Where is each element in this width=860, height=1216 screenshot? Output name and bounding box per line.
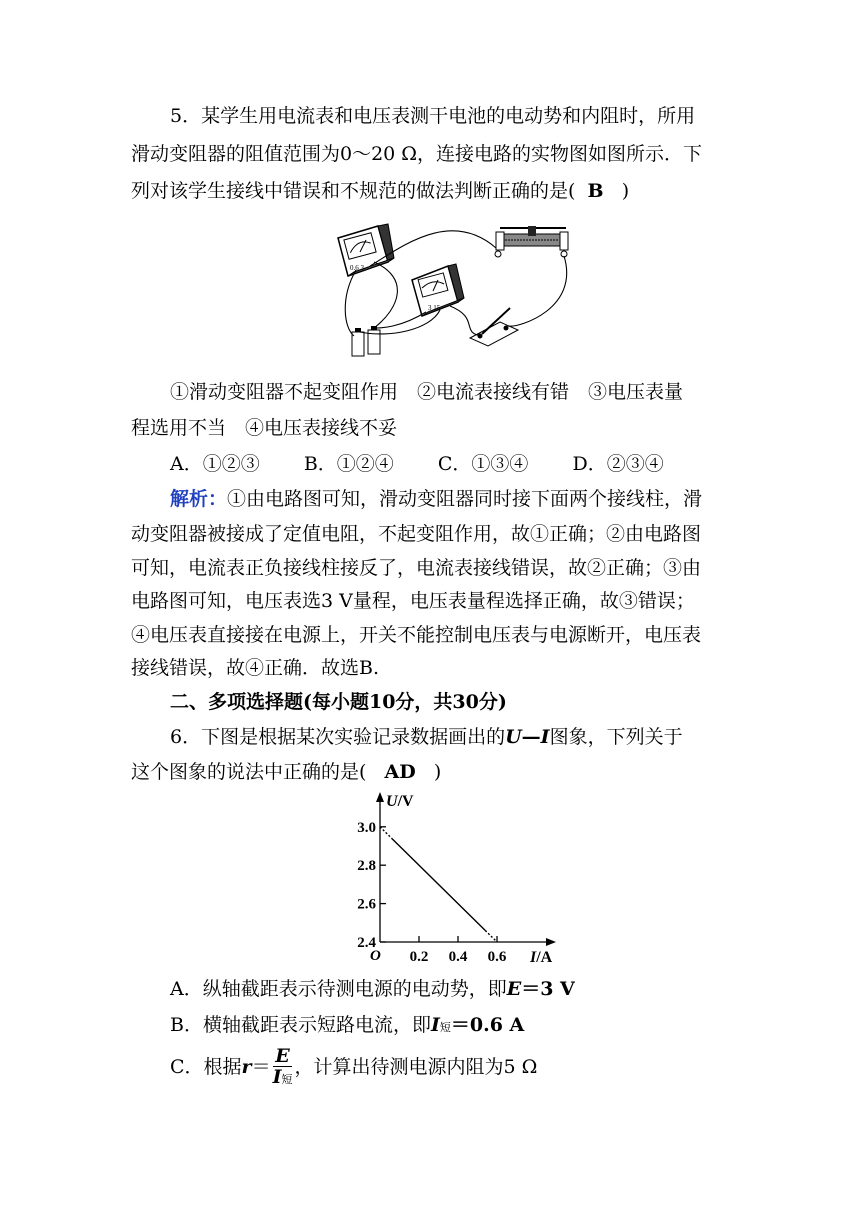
x-axis-label: I/A	[530, 949, 553, 966]
q5-answer: B	[587, 180, 604, 202]
q5-option-a: A．①②③	[170, 453, 260, 475]
q5-line-3: 列对该学生接线中错误和不规范的做法判断正确的是( B )	[131, 180, 630, 202]
analysis-line-5: ④电压表直接接在电源上，开关不能控制电压表与电源断开，电压表	[131, 624, 702, 646]
ammeter-scale: 0.6 3	[350, 264, 364, 272]
x-tick-label: 0.2	[409, 949, 429, 965]
fraction: $\frac{E}{\text{I短}}$	[272, 1045, 293, 1088]
circuit-figure	[330, 218, 580, 360]
q5-options	[170, 452, 664, 476]
series-line	[392, 838, 486, 930]
voltmeter-icon	[412, 264, 464, 316]
q5-items-line-2: 程选用不当 ④电压表接线不妥	[131, 417, 398, 439]
q5-option-b: B．①②④	[303, 453, 394, 475]
y-tick-label: 2.4	[357, 935, 376, 951]
analysis-label: 解析：	[170, 488, 228, 510]
switch-icon	[470, 308, 518, 346]
voltmeter-scale: 3 15	[428, 304, 441, 312]
q5-line-1: 5．某学生用电流表和电压表测干电池的电动势和内阻时，所用	[170, 105, 696, 127]
q6-line-2: 这个图象的说法中正确的是( AD )	[131, 761, 442, 783]
y-axis-label: U/V	[386, 793, 414, 810]
q5-line-2: 滑动变阻器的阻值范围为0～20 Ω，连接电路的实物图如图所示．下	[131, 143, 703, 165]
analysis-line-4: 电路图可知，电压表选3 V量程，电压表量程选择正确，故③错误；	[131, 590, 695, 612]
series-line-dotted	[380, 827, 392, 839]
q6-option-c: C．根据r＝ $\frac{E}{\text{I短}}$ ，计算出待测电源内阻为5 Ω	[170, 1045, 538, 1088]
x-axis-arrow	[546, 938, 556, 946]
analysis-line-1: 解析：①由电路图可知，滑动变阻器同时接下面两个接线柱，滑	[170, 488, 703, 510]
x-tick-label: 0.6	[487, 949, 507, 965]
q6-line-1: 6．下图是根据某次实验记录数据画出的U—I图象，下列关于	[170, 726, 683, 748]
q5-items-line-1: ①滑动变阻器不起变阻作用 ②电流表接线有错 ③电压表量	[170, 381, 684, 403]
y-tick-label: 2.8	[357, 858, 376, 875]
q5-option-c: C．①③④	[437, 453, 529, 475]
origin-label: O	[370, 948, 381, 964]
rheostat-icon	[495, 226, 568, 257]
q6-option-a: A．纵轴截距表示待测电源的电动势，即E＝3 V	[170, 978, 575, 1000]
y-tick-label: 3.0	[357, 819, 376, 836]
analysis-line-6: 接线错误，故④正确．故选B.	[131, 657, 380, 679]
section-heading: 二、多项选择题(每小题10分，共30分)	[170, 691, 507, 713]
x-tick-label: 0.4	[448, 949, 468, 965]
analysis-line-2: 动变阻器被接成了定值电阻，不起变阻作用，故①正确；②由电路图	[131, 523, 702, 545]
battery-icon	[352, 326, 380, 356]
ui-graph	[340, 790, 570, 970]
series-line-dotted	[485, 930, 497, 942]
q6-answer: AD	[384, 761, 416, 783]
y-tick-label: 2.6	[357, 896, 376, 913]
q6-option-b: B．横轴截距表示短路电流，即I短＝0.6 A	[170, 1014, 525, 1036]
y-axis-arrow	[376, 792, 384, 802]
analysis-line-3: 可知，电流表正负接线柱接反了，电流表接线错误，故②正确；③由	[131, 557, 702, 579]
q5-option-d: D．②③④	[572, 453, 664, 475]
